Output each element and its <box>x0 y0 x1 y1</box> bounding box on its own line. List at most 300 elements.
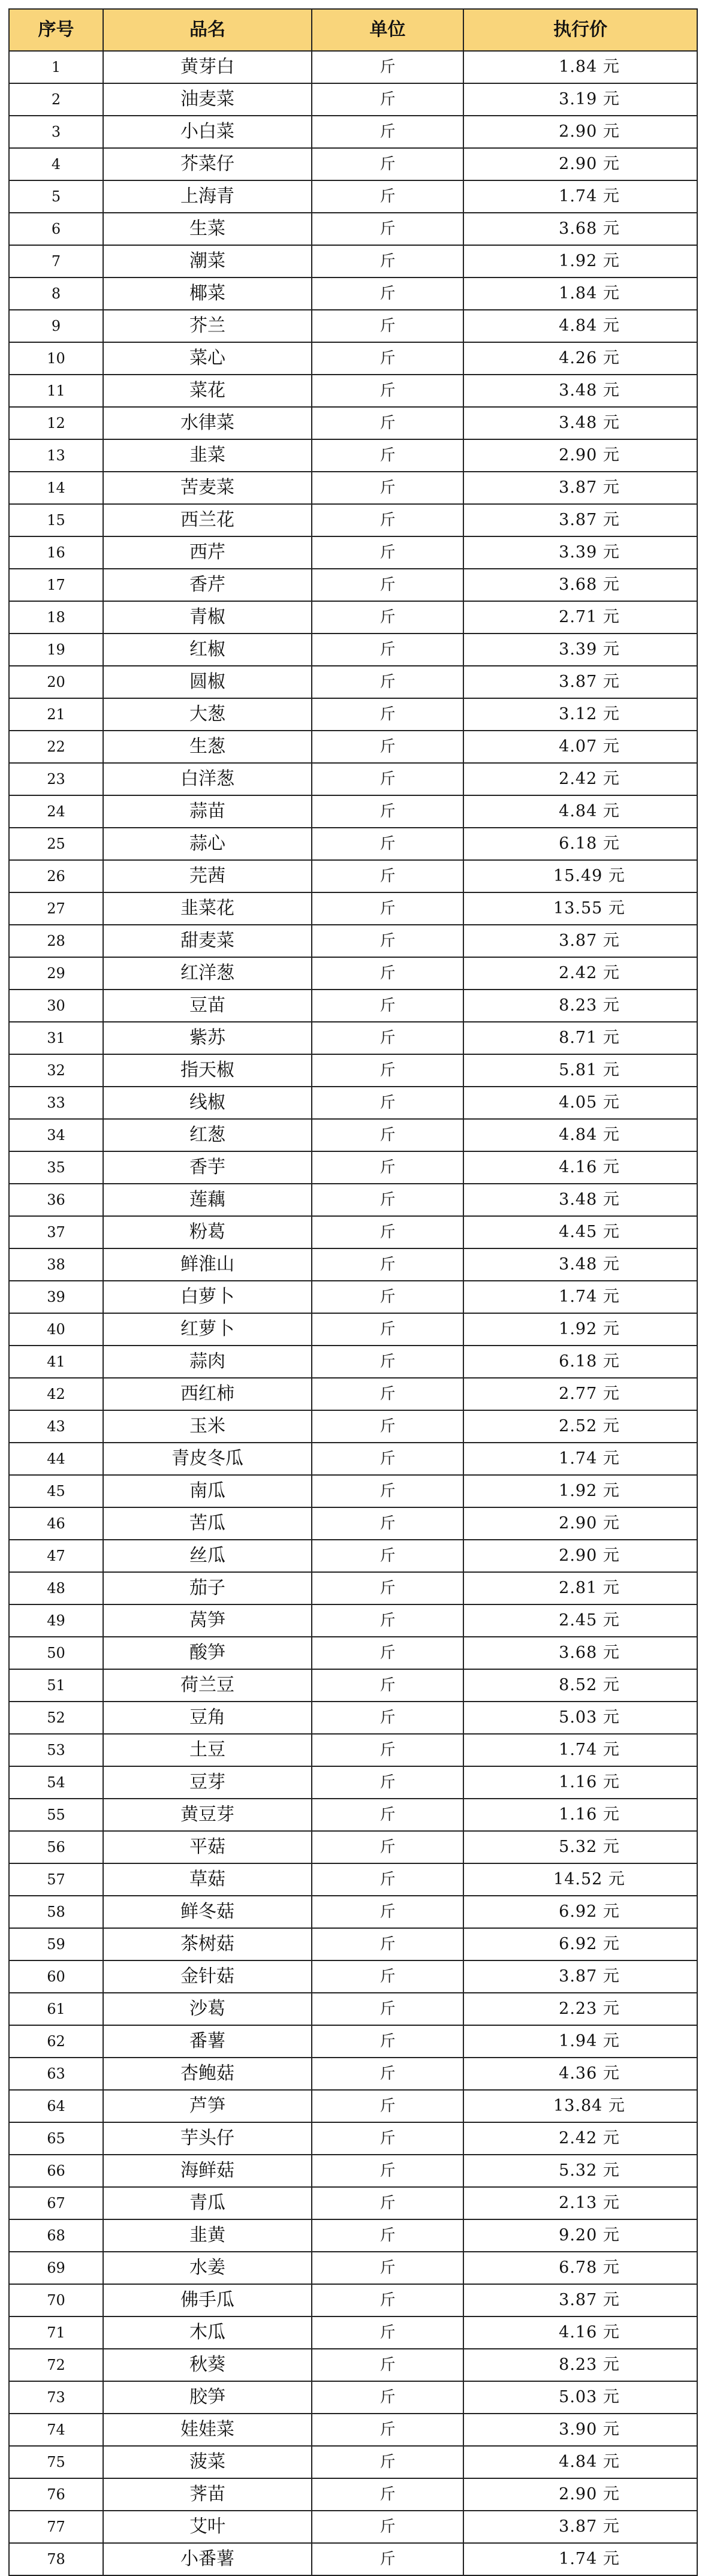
row-price: 8.23 元 <box>463 2349 697 2381</box>
table-row <box>9 342 697 375</box>
row-index: 67 <box>9 2187 103 2219</box>
row-unit: 斤 <box>312 277 463 310</box>
table-row <box>9 698 697 731</box>
row-unit: 斤 <box>312 2252 463 2284</box>
table-row <box>9 990 697 1022</box>
row-unit: 斤 <box>312 2446 463 2478</box>
row-unit: 斤 <box>312 2219 463 2252</box>
table-row <box>9 2122 697 2155</box>
row-price: 1.92 元 <box>463 1313 697 1346</box>
row-unit: 斤 <box>312 2543 463 2575</box>
row-unit: 斤 <box>312 925 463 957</box>
table-row <box>9 407 697 439</box>
table-row <box>9 1281 697 1313</box>
row-price: 3.48 元 <box>463 375 697 407</box>
row-price: 1.74 元 <box>463 180 697 213</box>
row-name: 平菇 <box>103 1831 312 1863</box>
row-index: 38 <box>9 1248 103 1281</box>
row-index: 72 <box>9 2349 103 2381</box>
table-row <box>9 828 697 860</box>
row-unit: 斤 <box>312 1960 463 1993</box>
price-sheet <box>8 8 697 2576</box>
row-unit: 斤 <box>312 1313 463 1346</box>
row-index: 23 <box>9 763 103 795</box>
table-row <box>9 375 697 407</box>
row-unit: 斤 <box>312 375 463 407</box>
row-index: 5 <box>9 180 103 213</box>
row-index: 20 <box>9 666 103 698</box>
table-row <box>9 1313 697 1346</box>
row-index: 17 <box>9 569 103 601</box>
row-index: 29 <box>9 957 103 990</box>
table-row <box>9 1766 697 1799</box>
table-row <box>9 795 697 828</box>
row-unit: 斤 <box>312 2478 463 2511</box>
row-name: 香芋 <box>103 1151 312 1184</box>
row-price: 1.74 元 <box>463 1734 697 1766</box>
table-row <box>9 2284 697 2316</box>
row-name: 韭菜花 <box>103 892 312 925</box>
row-unit: 斤 <box>312 957 463 990</box>
table-row <box>9 1572 697 1604</box>
row-price: 2.45 元 <box>463 1604 697 1637</box>
row-price: 3.48 元 <box>463 1248 697 1281</box>
table-row <box>9 1087 697 1119</box>
row-index: 12 <box>9 407 103 439</box>
row-price: 3.39 元 <box>463 536 697 569</box>
row-unit: 斤 <box>312 1378 463 1410</box>
row-price: 1.92 元 <box>463 1475 697 1507</box>
row-index: 78 <box>9 2543 103 2575</box>
row-unit: 斤 <box>312 1443 463 1475</box>
row-name: 酸笋 <box>103 1637 312 1669</box>
row-unit: 斤 <box>312 1799 463 1831</box>
row-index: 62 <box>9 2025 103 2058</box>
header-unit: 单位 <box>312 9 463 51</box>
row-unit: 斤 <box>312 472 463 504</box>
row-index: 73 <box>9 2381 103 2414</box>
row-unit: 斤 <box>312 116 463 148</box>
row-unit: 斤 <box>312 2155 463 2187</box>
table-row <box>9 1702 697 1734</box>
row-name: 豆苗 <box>103 990 312 1022</box>
row-name: 玉米 <box>103 1410 312 1443</box>
row-unit: 斤 <box>312 1540 463 1572</box>
table-row <box>9 2511 697 2543</box>
row-name: 芫茜 <box>103 860 312 892</box>
row-name: 小番薯 <box>103 2543 312 2575</box>
row-name: 南瓜 <box>103 1475 312 1507</box>
row-price: 4.26 元 <box>463 342 697 375</box>
table-row <box>9 957 697 990</box>
row-name: 韭黄 <box>103 2219 312 2252</box>
row-price: 1.84 元 <box>463 51 697 83</box>
row-price: 8.52 元 <box>463 1669 697 1702</box>
row-name: 秋葵 <box>103 2349 312 2381</box>
table-row <box>9 1734 697 1766</box>
table-row <box>9 1637 697 1669</box>
row-price: 4.84 元 <box>463 310 697 342</box>
table-row <box>9 310 697 342</box>
row-index: 9 <box>9 310 103 342</box>
table-row <box>9 2316 697 2349</box>
row-name: 番薯 <box>103 2025 312 2058</box>
table-row <box>9 2446 697 2478</box>
row-unit: 斤 <box>312 180 463 213</box>
row-price: 5.32 元 <box>463 1831 697 1863</box>
row-price: 6.92 元 <box>463 1928 697 1960</box>
row-name: 茶树菇 <box>103 1928 312 1960</box>
row-index: 10 <box>9 342 103 375</box>
row-unit: 斤 <box>312 2381 463 2414</box>
row-price: 2.71 元 <box>463 601 697 634</box>
header-name: 品名 <box>103 9 312 51</box>
row-index: 31 <box>9 1022 103 1054</box>
row-price: 1.74 元 <box>463 1443 697 1475</box>
row-price: 3.87 元 <box>463 504 697 536</box>
row-unit: 斤 <box>312 310 463 342</box>
table-body <box>9 51 697 2575</box>
row-unit: 斤 <box>312 2414 463 2446</box>
table-row <box>9 892 697 925</box>
row-price: 2.42 元 <box>463 2122 697 2155</box>
row-price: 1.74 元 <box>463 2543 697 2575</box>
table-row <box>9 2090 697 2122</box>
row-price: 2.90 元 <box>463 439 697 472</box>
row-price: 6.92 元 <box>463 1896 697 1928</box>
row-name: 莴笋 <box>103 1604 312 1637</box>
row-name: 水姜 <box>103 2252 312 2284</box>
row-index: 3 <box>9 116 103 148</box>
row-name: 鲜淮山 <box>103 1248 312 1281</box>
row-index: 22 <box>9 731 103 763</box>
row-index: 25 <box>9 828 103 860</box>
row-name: 蒜肉 <box>103 1346 312 1378</box>
table-row <box>9 1346 697 1378</box>
row-price: 4.84 元 <box>463 1119 697 1151</box>
row-price: 2.90 元 <box>463 2478 697 2511</box>
table-row <box>9 1896 697 1928</box>
row-name: 红萝卜 <box>103 1313 312 1346</box>
table-row <box>9 860 697 892</box>
row-index: 41 <box>9 1346 103 1378</box>
table-row <box>9 51 697 83</box>
row-price: 4.84 元 <box>463 2446 697 2478</box>
row-index: 45 <box>9 1475 103 1507</box>
row-index: 68 <box>9 2219 103 2252</box>
row-unit: 斤 <box>312 1248 463 1281</box>
row-index: 42 <box>9 1378 103 1410</box>
table-row <box>9 1151 697 1184</box>
row-name: 小白菜 <box>103 116 312 148</box>
row-price: 2.23 元 <box>463 1993 697 2025</box>
table-row <box>9 504 697 536</box>
table-row <box>9 1604 697 1637</box>
table-row <box>9 666 697 698</box>
row-index: 60 <box>9 1960 103 1993</box>
row-price: 1.92 元 <box>463 245 697 277</box>
table-row <box>9 2252 697 2284</box>
row-price: 3.87 元 <box>463 925 697 957</box>
row-unit: 斤 <box>312 1766 463 1799</box>
row-name: 油麦菜 <box>103 83 312 116</box>
row-price: 3.87 元 <box>463 2284 697 2316</box>
table-row <box>9 634 697 666</box>
row-price: 8.23 元 <box>463 990 697 1022</box>
row-price: 2.90 元 <box>463 116 697 148</box>
row-unit: 斤 <box>312 1831 463 1863</box>
row-name: 西芹 <box>103 536 312 569</box>
row-unit: 斤 <box>312 2025 463 2058</box>
row-unit: 斤 <box>312 342 463 375</box>
row-index: 50 <box>9 1637 103 1669</box>
row-index: 28 <box>9 925 103 957</box>
row-index: 4 <box>9 148 103 180</box>
row-name: 甜麦菜 <box>103 925 312 957</box>
row-name: 沙葛 <box>103 1993 312 2025</box>
row-unit: 斤 <box>312 1022 463 1054</box>
row-price: 3.87 元 <box>463 666 697 698</box>
table-row <box>9 763 697 795</box>
table-row <box>9 536 697 569</box>
row-price: 5.32 元 <box>463 2155 697 2187</box>
table-row <box>9 2543 697 2575</box>
table-row <box>9 213 697 245</box>
table-row <box>9 1378 697 1410</box>
table-row <box>9 925 697 957</box>
row-index: 27 <box>9 892 103 925</box>
row-name: 水律菜 <box>103 407 312 439</box>
header-index: 序号 <box>9 9 103 51</box>
row-name: 潮菜 <box>103 245 312 277</box>
row-price: 5.03 元 <box>463 1702 697 1734</box>
table-row <box>9 1119 697 1151</box>
row-unit: 斤 <box>312 407 463 439</box>
row-index: 77 <box>9 2511 103 2543</box>
table-row <box>9 1507 697 1540</box>
row-price: 6.18 元 <box>463 828 697 860</box>
table-row <box>9 1216 697 1248</box>
row-price: 2.90 元 <box>463 1540 697 1572</box>
row-unit: 斤 <box>312 245 463 277</box>
row-index: 40 <box>9 1313 103 1346</box>
row-name: 青瓜 <box>103 2187 312 2219</box>
row-price: 4.05 元 <box>463 1087 697 1119</box>
row-unit: 斤 <box>312 1572 463 1604</box>
row-name: 苦麦菜 <box>103 472 312 504</box>
row-price: 3.68 元 <box>463 569 697 601</box>
row-name: 土豆 <box>103 1734 312 1766</box>
row-index: 26 <box>9 860 103 892</box>
row-unit: 斤 <box>312 1604 463 1637</box>
row-price: 3.19 元 <box>463 83 697 116</box>
row-name: 杏鲍菇 <box>103 2058 312 2090</box>
row-price: 3.39 元 <box>463 634 697 666</box>
row-price: 4.36 元 <box>463 2058 697 2090</box>
table-row <box>9 1410 697 1443</box>
row-price: 1.84 元 <box>463 277 697 310</box>
row-name: 西红柿 <box>103 1378 312 1410</box>
row-index: 19 <box>9 634 103 666</box>
row-price: 13.84 元 <box>463 2090 697 2122</box>
row-unit: 斤 <box>312 1151 463 1184</box>
row-unit: 斤 <box>312 2187 463 2219</box>
row-price: 3.87 元 <box>463 472 697 504</box>
row-unit: 斤 <box>312 1669 463 1702</box>
row-index: 39 <box>9 1281 103 1313</box>
row-index: 18 <box>9 601 103 634</box>
row-unit: 斤 <box>312 731 463 763</box>
table-row <box>9 1928 697 1960</box>
row-unit: 斤 <box>312 148 463 180</box>
table-row <box>9 148 697 180</box>
table-row <box>9 116 697 148</box>
table-row <box>9 1960 697 1993</box>
table-row <box>9 1022 697 1054</box>
row-name: 豆角 <box>103 1702 312 1734</box>
row-price: 3.48 元 <box>463 1184 697 1216</box>
row-name: 莲藕 <box>103 1184 312 1216</box>
row-unit: 斤 <box>312 892 463 925</box>
row-index: 44 <box>9 1443 103 1475</box>
row-unit: 斤 <box>312 1896 463 1928</box>
row-name: 紫苏 <box>103 1022 312 1054</box>
row-price: 1.16 元 <box>463 1766 697 1799</box>
row-index: 46 <box>9 1507 103 1540</box>
row-price: 4.07 元 <box>463 731 697 763</box>
table-row <box>9 1054 697 1087</box>
table-row <box>9 1475 697 1507</box>
table-row <box>9 2155 697 2187</box>
row-unit: 斤 <box>312 439 463 472</box>
row-unit: 斤 <box>312 51 463 83</box>
row-index: 32 <box>9 1054 103 1087</box>
row-price: 2.81 元 <box>463 1572 697 1604</box>
row-unit: 斤 <box>312 1475 463 1507</box>
header-price: 执行价 <box>463 9 697 51</box>
row-name: 指天椒 <box>103 1054 312 1087</box>
row-unit: 斤 <box>312 763 463 795</box>
table-header <box>9 9 697 51</box>
row-name: 荷兰豆 <box>103 1669 312 1702</box>
row-price: 2.42 元 <box>463 957 697 990</box>
row-price: 2.90 元 <box>463 148 697 180</box>
row-name: 椰菜 <box>103 277 312 310</box>
row-price: 6.78 元 <box>463 2252 697 2284</box>
row-name: 荠苗 <box>103 2478 312 2511</box>
row-index: 52 <box>9 1702 103 1734</box>
row-name: 娃娃菜 <box>103 2414 312 2446</box>
row-name: 青椒 <box>103 601 312 634</box>
row-price: 3.48 元 <box>463 407 697 439</box>
row-unit: 斤 <box>312 1281 463 1313</box>
table-row <box>9 472 697 504</box>
row-index: 43 <box>9 1410 103 1443</box>
row-price: 1.94 元 <box>463 2025 697 2058</box>
row-index: 66 <box>9 2155 103 2187</box>
row-price: 15.49 元 <box>463 860 697 892</box>
row-price: 4.45 元 <box>463 1216 697 1248</box>
row-name: 艾叶 <box>103 2511 312 2543</box>
row-unit: 斤 <box>312 2058 463 2090</box>
row-price: 4.16 元 <box>463 1151 697 1184</box>
row-name: 粉葛 <box>103 1216 312 1248</box>
row-unit: 斤 <box>312 1087 463 1119</box>
row-unit: 斤 <box>312 569 463 601</box>
row-unit: 斤 <box>312 698 463 731</box>
row-name: 蒜苗 <box>103 795 312 828</box>
row-price: 4.84 元 <box>463 795 697 828</box>
row-name: 黄芽白 <box>103 51 312 83</box>
row-unit: 斤 <box>312 1410 463 1443</box>
row-name: 草菇 <box>103 1863 312 1896</box>
row-unit: 斤 <box>312 860 463 892</box>
row-price: 8.71 元 <box>463 1022 697 1054</box>
table-row <box>9 1184 697 1216</box>
row-unit: 斤 <box>312 2349 463 2381</box>
row-index: 1 <box>9 51 103 83</box>
row-price: 3.68 元 <box>463 213 697 245</box>
row-name: 菜花 <box>103 375 312 407</box>
row-unit: 斤 <box>312 2316 463 2349</box>
row-index: 24 <box>9 795 103 828</box>
table-row <box>9 1799 697 1831</box>
row-name: 芥菜仔 <box>103 148 312 180</box>
row-index: 55 <box>9 1799 103 1831</box>
row-unit: 斤 <box>312 1119 463 1151</box>
row-index: 33 <box>9 1087 103 1119</box>
table-row <box>9 245 697 277</box>
row-price: 5.81 元 <box>463 1054 697 1087</box>
row-price: 3.90 元 <box>463 2414 697 2446</box>
row-index: 6 <box>9 213 103 245</box>
row-price: 14.52 元 <box>463 1863 697 1896</box>
row-index: 56 <box>9 1831 103 1863</box>
row-unit: 斤 <box>312 828 463 860</box>
table-row <box>9 731 697 763</box>
row-unit: 斤 <box>312 1734 463 1766</box>
row-price: 13.55 元 <box>463 892 697 925</box>
row-name: 生菜 <box>103 213 312 245</box>
row-name: 红葱 <box>103 1119 312 1151</box>
row-name: 芥兰 <box>103 310 312 342</box>
row-name: 线椒 <box>103 1087 312 1119</box>
row-index: 75 <box>9 2446 103 2478</box>
table-row <box>9 83 697 116</box>
row-name: 青皮冬瓜 <box>103 1443 312 1475</box>
row-index: 61 <box>9 1993 103 2025</box>
table-row <box>9 601 697 634</box>
table-row <box>9 1248 697 1281</box>
row-price: 2.52 元 <box>463 1410 697 1443</box>
table-row <box>9 2025 697 2058</box>
row-index: 58 <box>9 1896 103 1928</box>
row-index: 2 <box>9 83 103 116</box>
row-name: 菜心 <box>103 342 312 375</box>
table-row <box>9 1863 697 1896</box>
table-row <box>9 2058 697 2090</box>
price-table <box>8 8 698 2576</box>
table-row <box>9 2349 697 2381</box>
row-index: 13 <box>9 439 103 472</box>
table-row <box>9 1540 697 1572</box>
row-name: 佛手瓜 <box>103 2284 312 2316</box>
row-name: 韭菜 <box>103 439 312 472</box>
row-price: 9.20 元 <box>463 2219 697 2252</box>
row-name: 胶笋 <box>103 2381 312 2414</box>
row-name: 西兰花 <box>103 504 312 536</box>
row-price: 3.12 元 <box>463 698 697 731</box>
